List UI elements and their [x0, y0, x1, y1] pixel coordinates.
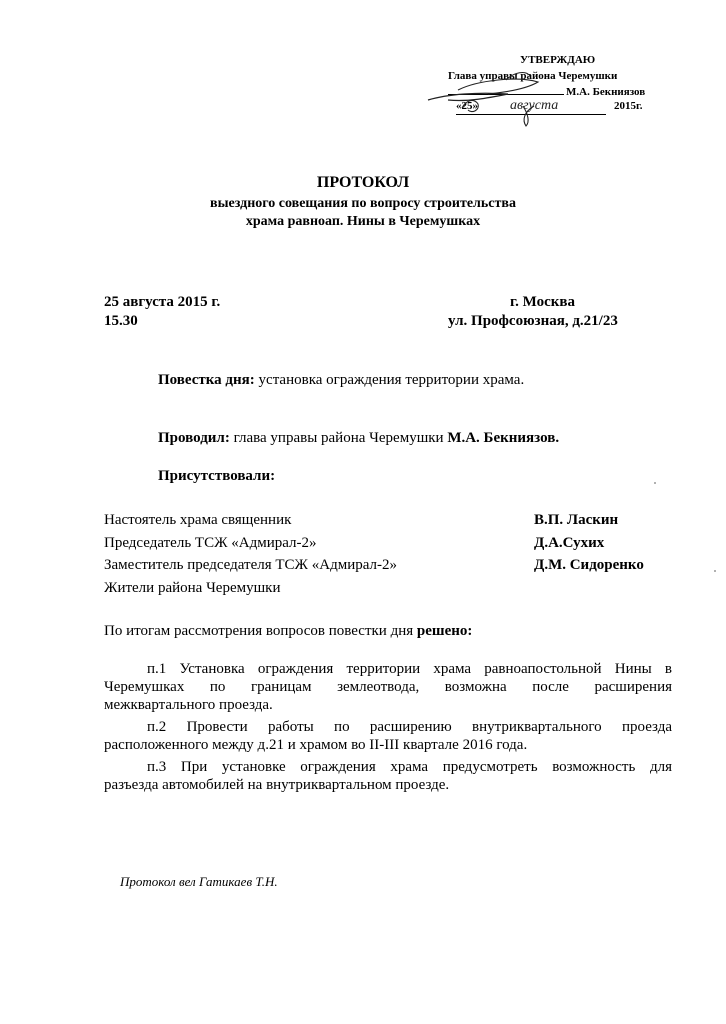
- present-name-3: Д.М. Сидоренко: [534, 557, 644, 573]
- scan-speck: [714, 570, 716, 572]
- conducted-label: Проводил:: [158, 430, 230, 446]
- decision-word: решено:: [416, 623, 473, 639]
- present-name-1: В.П. Ласкин: [534, 512, 619, 528]
- decision-p3-line2: разъезда автомобилей на внутриквартальном проезде.: [104, 777, 450, 793]
- meeting-date: 25 августа 2015 г.: [104, 294, 221, 310]
- present-role-2: Председатель ТСЖ «Адмирал-2»: [104, 535, 317, 551]
- decision-p2-text1: п.2 Провести работы по расширению внутриквартального проезда: [147, 719, 672, 735]
- approve-month: августа: [510, 98, 559, 113]
- present-role-4: Жители района Черемушки: [104, 580, 281, 596]
- decision-intro: [104, 623, 472, 640]
- agenda-label: Повестка дня:: [158, 372, 255, 388]
- document-subtitle-line1: выездного совещания по вопросу строительства: [210, 196, 516, 211]
- decision-p1-line1: [104, 660, 672, 678]
- approve-heading: УТВЕРЖДАЮ: [520, 54, 596, 66]
- agenda-text: установка ограждения территории храма.: [254, 372, 525, 388]
- decision-p3-text1: п.3 При установке ограждения храма предусмотреть возможность для: [147, 759, 672, 775]
- decision-p3-line1: [104, 758, 672, 776]
- present-name-2: Д.А.Сухих: [534, 535, 605, 551]
- decision-p1-line2: Черемушках по границам землеотвода, возможна после расширения: [104, 679, 672, 695]
- decision-p1-line3: межквартального проезда.: [104, 697, 273, 713]
- scan-speck: [654, 482, 656, 484]
- protocol-recorder: Протокол вел Гатикаев Т.Н.: [120, 874, 278, 889]
- present-label: Присутствовали:: [158, 468, 276, 484]
- present-role-1: Настоятель храма священник: [104, 512, 292, 528]
- agenda: [158, 372, 524, 389]
- decision-p2-line1: [104, 718, 672, 736]
- approve-day: «25»: [456, 100, 478, 112]
- document-title: ПРОТОКОЛ: [316, 174, 410, 191]
- conducted: [158, 430, 559, 447]
- conducted-name: М.А. Бекниязов.: [447, 430, 560, 446]
- decision-p1-text1: п.1 Установка ограждения территории храма равноапостольной Нины в: [147, 661, 672, 677]
- conducted-text: глава управы района Черемушки: [229, 430, 448, 446]
- meeting-time: 15.30: [104, 313, 138, 329]
- handwritten-signature: [418, 70, 598, 130]
- decision-intro-text: По итогам рассмотрения вопросов повестки дня: [104, 623, 417, 639]
- meeting-address: ул. Профсоюзная, д.21/23: [448, 313, 618, 329]
- decision-p2-line2: расположенного между д.21 и храмом во II-III квартале 2016 года.: [104, 737, 528, 753]
- document-subtitle-line2: храма равноап. Нины в Черемушках: [245, 214, 481, 229]
- meeting-city: г. Москва: [510, 294, 575, 310]
- present-role-3: Заместитель председателя ТСЖ «Адмирал-2»: [104, 557, 398, 573]
- approve-year: 2015г.: [614, 100, 643, 112]
- approve-position: Глава управы района Черемушки: [448, 70, 618, 82]
- approve-name: М.А. Бекниязов: [566, 86, 646, 98]
